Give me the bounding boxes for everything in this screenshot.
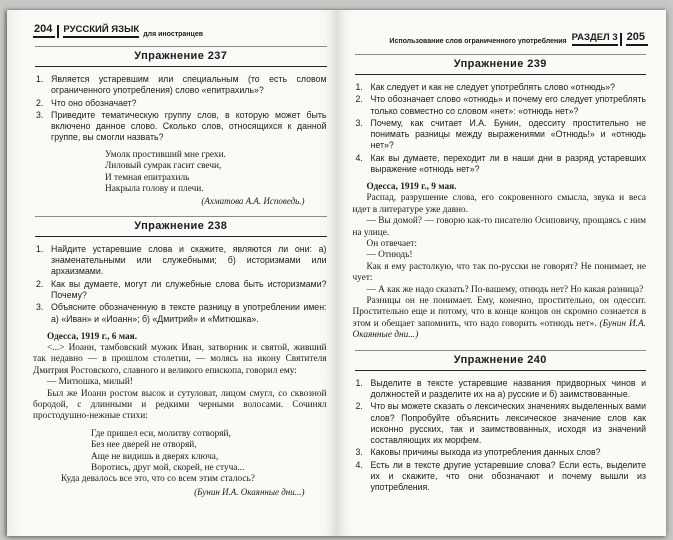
passage-final-line: Куда девалось все это, что со всем этим сталось? bbox=[61, 474, 255, 485]
question-item: Как вы думаете, переходит ли в наши дни в разряд устаревших выражение «отнюдь нет»? bbox=[370, 152, 646, 175]
exercise-239-heading: Упражнение 239 bbox=[355, 54, 647, 75]
page-right bbox=[337, 10, 667, 536]
question-item: Как следует и как не следует употреблять слово «отнюдь»? bbox=[370, 82, 616, 92]
passage-paragraph: — Митюшка, милый! bbox=[47, 377, 133, 388]
passage-paragraph: — Вы домой? — говорю как-то писателю Осиповичу, прощаясь с ним на улице. bbox=[352, 216, 646, 238]
exercise-239-questions bbox=[353, 82, 647, 175]
poem-line: Аще не видишь в дверях ключа, bbox=[91, 451, 219, 462]
passage-paragraph: <...> Иоанн, тамбовский мужик Иван, затворник и святой, живший так недавно — в прошлом столетии, — молясь на икону Святителя Дмитрия Ростовского, славного и великого епископа, говорил ему: bbox=[33, 342, 327, 376]
book-spread bbox=[7, 10, 666, 536]
exercise-238-heading: Упражнение 238 bbox=[35, 216, 327, 237]
poem-akhmatova bbox=[105, 150, 329, 196]
exercise-238-questions bbox=[33, 244, 327, 325]
passage-paragraph: Как я ему растолкую, что так по-русски не говорят? Не понимает, не чует: bbox=[352, 261, 646, 284]
question-item: Является устаревшим или специальным (то есть словом ограниченного употребления) слово «епитрахиль»? bbox=[51, 74, 327, 96]
passage-bunin-9-may bbox=[353, 193, 647, 341]
citation-akhmatova: (Ахматова А.А. Исповедь.) bbox=[201, 196, 305, 207]
poem-line: Где пришел еси, молитву сотворяй, bbox=[91, 428, 231, 439]
exercise-237-questions bbox=[33, 74, 327, 144]
passage-paragraph-text: Разницы он не понимает. Ему, конечно, простительно, он одессит. Простительно еще и потому, что в конце концов он скромно сознается в этом и обещает запомнить, что надо говорить «отнюдь нет». bbox=[352, 296, 646, 329]
book-title: РУССКИЙ ЯЗЫК bbox=[63, 24, 139, 38]
running-header-right bbox=[353, 28, 649, 46]
passage-paragraph: Был же Иоанн ростом высок и сутуловат, лицом смугл, со сквозной бородой, с длинными и редкими черными волосами. Сочинял простодушно-нежные стихи: bbox=[33, 388, 327, 422]
poem-line: Без нее дверей не отворяй, bbox=[91, 440, 197, 451]
passage-dateline-6-may: Одесса, 1919 г., 6 мая. bbox=[47, 331, 138, 342]
question-item: Найдите устаревшие слова и скажите, являются ли они: а) знаменательными или служебными; б) историзмами или архаизмами. bbox=[51, 243, 327, 277]
question-item: Объясните обозначенную в тексте разницу в употреблении имен: а) «Иван» и «Иоанн»; б) «Дмитрий» и «Митюшка». bbox=[51, 302, 327, 324]
question-item: Что оно обозначает? bbox=[51, 97, 137, 108]
running-title: Использование слов ограниченного употребления bbox=[389, 38, 567, 45]
question-item: Что вы можете сказать о лексических значениях выделенных вами слов? Попробуйте объяснить лексическое значение слов как исконно русских, так и заимствованных, исходя из значений составляющих их морфем. bbox=[370, 401, 646, 446]
citation-bunin-left: (Бунин И.А. Окаянные дни...) bbox=[194, 486, 305, 497]
header-divider bbox=[620, 33, 622, 46]
citation-bunin-right: (Бунин И.А. Окаянные дни...) bbox=[352, 318, 646, 341]
page-left bbox=[7, 10, 337, 536]
poem-line: Накрыла голову и плечи. bbox=[105, 184, 204, 194]
question-item: Почему, как считает И.А. Бунин, одесситу простительно не понимать разницы между выражениями «Отнюдь!» и «отнюдь нет»? bbox=[370, 117, 646, 151]
page-number-left: 204 bbox=[33, 23, 55, 38]
book-subtitle: для иностранцев bbox=[143, 31, 204, 38]
page-number-right: 205 bbox=[626, 31, 648, 46]
section-label: РАЗДЕЛ 3 bbox=[572, 32, 618, 46]
running-header-left bbox=[33, 20, 329, 38]
passage-bunin-6-may bbox=[33, 343, 327, 423]
passage-paragraph bbox=[353, 296, 647, 342]
passage-paragraph: Распад, разрушение слова, его сокровенного смысла, звука и веса идет в литературе уже давно. bbox=[352, 193, 646, 215]
poem-line: Умолк простивший мне грехи. bbox=[105, 149, 226, 160]
poem-line: Лиловый сумрак гасит свечи, bbox=[105, 161, 222, 172]
question-item: Приведите тематическую группу слов, в которую может быть включено данное слово. Сколько слов, относящихся к данной группе, вы смогли назвать? bbox=[51, 109, 327, 143]
passage-dateline-9-may: Одесса, 1919 г., 9 мая. bbox=[366, 182, 457, 193]
exercise-240-questions bbox=[353, 378, 647, 494]
poem-ioann bbox=[91, 429, 329, 475]
passage-paragraph: — А как же надо сказать? По-вашему, отнюдь нет? Но какая разница? bbox=[366, 284, 644, 295]
question-item: Выделите в тексте устаревшие названия придворных чинов и должностей и разделите их на а) русские и б) заимствованные. bbox=[370, 377, 646, 399]
header-divider bbox=[57, 25, 59, 38]
passage-paragraph: — Отнюдь! bbox=[366, 250, 413, 261]
exercise-240-heading: Упражнение 240 bbox=[355, 350, 647, 371]
exercise-237-heading: Упражнение 237 bbox=[35, 46, 327, 67]
poem-line: Воротись, друг мой, скорей, не стуча... bbox=[91, 462, 245, 473]
question-item: Каковы причины выхода из употребления данных слов? bbox=[370, 447, 601, 458]
question-item: Есть ли в тексте другие устаревшие слова? Если есть, выделите их и скажите, что они обозначают и почему вышли из употребления. bbox=[370, 459, 646, 493]
question-item: Что обозначает слово «отнюдь» и почему его следует употреблять только совместно со словом «нет»: «отнюдь нет»? bbox=[370, 94, 646, 116]
passage-paragraph: Он отвечает: bbox=[366, 239, 417, 249]
question-item: Как вы думаете, могут ли служебные слова быть историзмами? Почему? bbox=[51, 278, 327, 300]
poem-line: И темная епитрахиль bbox=[105, 172, 190, 183]
